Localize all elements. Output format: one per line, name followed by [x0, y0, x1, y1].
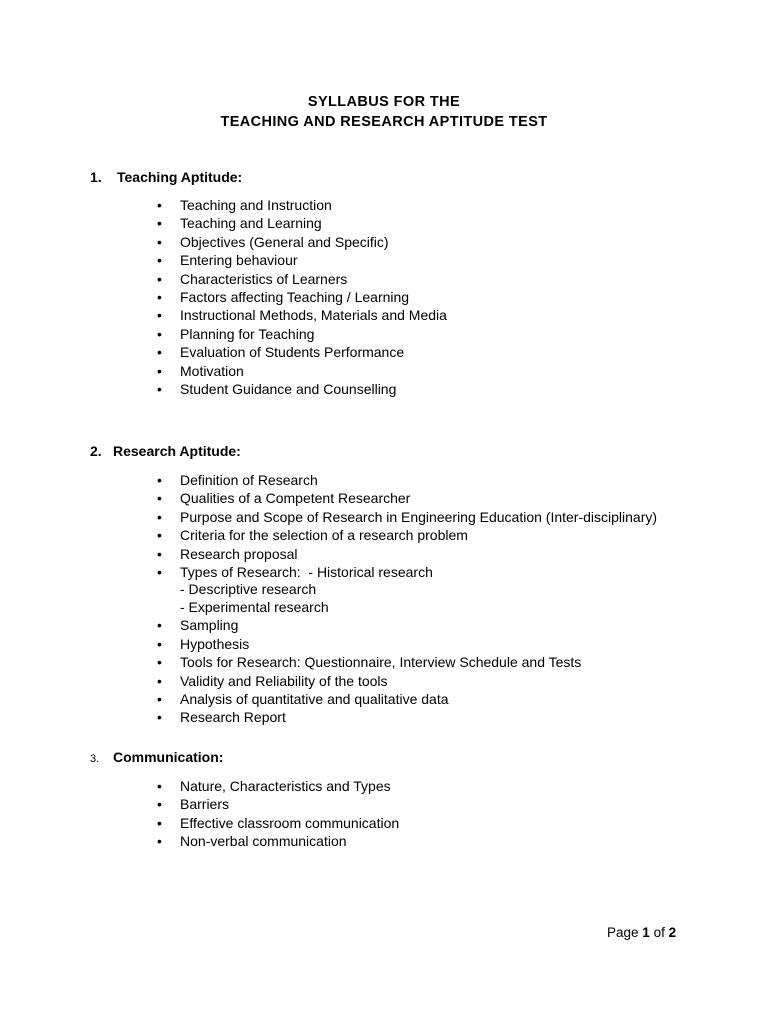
list-item: • Objectives (General and Specific) [157, 233, 389, 250]
list-item: • Factors affecting Teaching / Learning [157, 289, 410, 306]
list-item: • Evaluation of Students Performance [157, 344, 405, 361]
bullet-icon: • [157, 325, 162, 342]
bullet-icon: • [157, 709, 162, 726]
list-item: • Analysis of quantitative and qualitative data [157, 691, 449, 708]
bullet-icon: • [157, 672, 162, 689]
bullet-icon: • [157, 252, 162, 269]
section-title: Teaching Aptitude: [117, 169, 243, 185]
list-item: • Teaching and Learning [157, 215, 322, 232]
bullet-icon: • [157, 778, 162, 794]
list-item: • Non-verbal communication [157, 833, 347, 850]
bullet-icon: • [157, 289, 162, 306]
page-label: Page [607, 925, 639, 940]
list-item: • Qualities of a Competent Researcher [157, 490, 411, 507]
title-line-1: SYLLABUS FOR THE [307, 94, 461, 110]
bullet-icon: • [157, 362, 162, 379]
list-item: • Motivation [157, 362, 244, 379]
list-item: • Hypothesis [157, 635, 250, 652]
bullet-icon: • [157, 796, 162, 813]
section-1-heading [90, 168, 242, 186]
section-title: Research Aptitude: [113, 443, 241, 459]
list-item: • Nature, Characteristics and Types [157, 778, 391, 794]
list-item: • Planning for Teaching [157, 325, 315, 342]
bullet-icon: • [157, 545, 162, 562]
list-item: • Research proposal [157, 545, 298, 562]
bullet-icon: • [157, 381, 162, 398]
bullet-icon: • [157, 617, 162, 634]
bullet-icon: • [157, 197, 162, 213]
list-item: • Barriers [157, 796, 230, 813]
bullet-icon: • [157, 833, 162, 850]
bullet-icon: • [157, 472, 162, 488]
list-item: • Purpose and Scope of Research in Engineering Education (Inter-disciplinary) [157, 508, 658, 525]
section-title: Communication: [113, 749, 224, 765]
current-page: 1 [642, 925, 650, 940]
title-line-2: TEACHING AND RESEARCH APTITUDE TEST [220, 114, 548, 130]
list-item: • Student Guidance and Counselling [157, 381, 397, 398]
list-item: • Instructional Methods, Materials and Media [157, 307, 447, 324]
bullet-icon: • [157, 490, 162, 507]
list-item: • Definition of Research [157, 472, 318, 488]
bullet-icon: • [157, 215, 162, 232]
bullet-icon: • [157, 527, 162, 544]
list-subitem: - Experimental research [180, 598, 329, 615]
section-number: 3. [90, 753, 100, 765]
bullet-icon: • [157, 307, 162, 324]
list-item: • Effective classroom communication [157, 814, 400, 831]
section-2-list [150, 471, 657, 727]
list-item: • Criteria for the selection of a research problem [157, 527, 468, 544]
section-number: 1. [90, 169, 102, 185]
bullet-icon: • [157, 635, 162, 652]
bullet-icon: • [157, 344, 162, 361]
bullet-icon: • [157, 564, 162, 581]
list-item: • Tools for Research: Questionnaire, Interview Schedule and Tests [157, 654, 582, 671]
list-item: • Teaching and Instruction [157, 197, 332, 213]
section-3-heading [90, 748, 223, 768]
list-item: • Characteristics of Learners [157, 270, 348, 287]
section-3-list [150, 777, 399, 851]
section-number: 2. [90, 443, 102, 459]
total-pages: 2 [668, 925, 677, 940]
bullet-icon: • [157, 508, 162, 525]
list-item: • Types of Research: - Historical research [157, 564, 433, 581]
bullet-icon: • [157, 814, 162, 831]
section-1-list [150, 196, 447, 398]
bullet-icon: • [157, 270, 162, 287]
bullet-icon: • [157, 654, 162, 671]
list-item: • Validity and Reliability of the tools [157, 672, 388, 689]
list-item: • Sampling [157, 617, 239, 634]
section-2-heading [90, 442, 241, 460]
of-label: of [653, 925, 665, 940]
list-item: • Entering behaviour [157, 252, 298, 269]
page-number-footer [607, 924, 676, 942]
list-item: • Research Report [157, 709, 286, 726]
bullet-icon: • [157, 233, 162, 250]
list-subitem: - Descriptive research [180, 581, 317, 598]
bullet-icon: • [157, 691, 162, 708]
